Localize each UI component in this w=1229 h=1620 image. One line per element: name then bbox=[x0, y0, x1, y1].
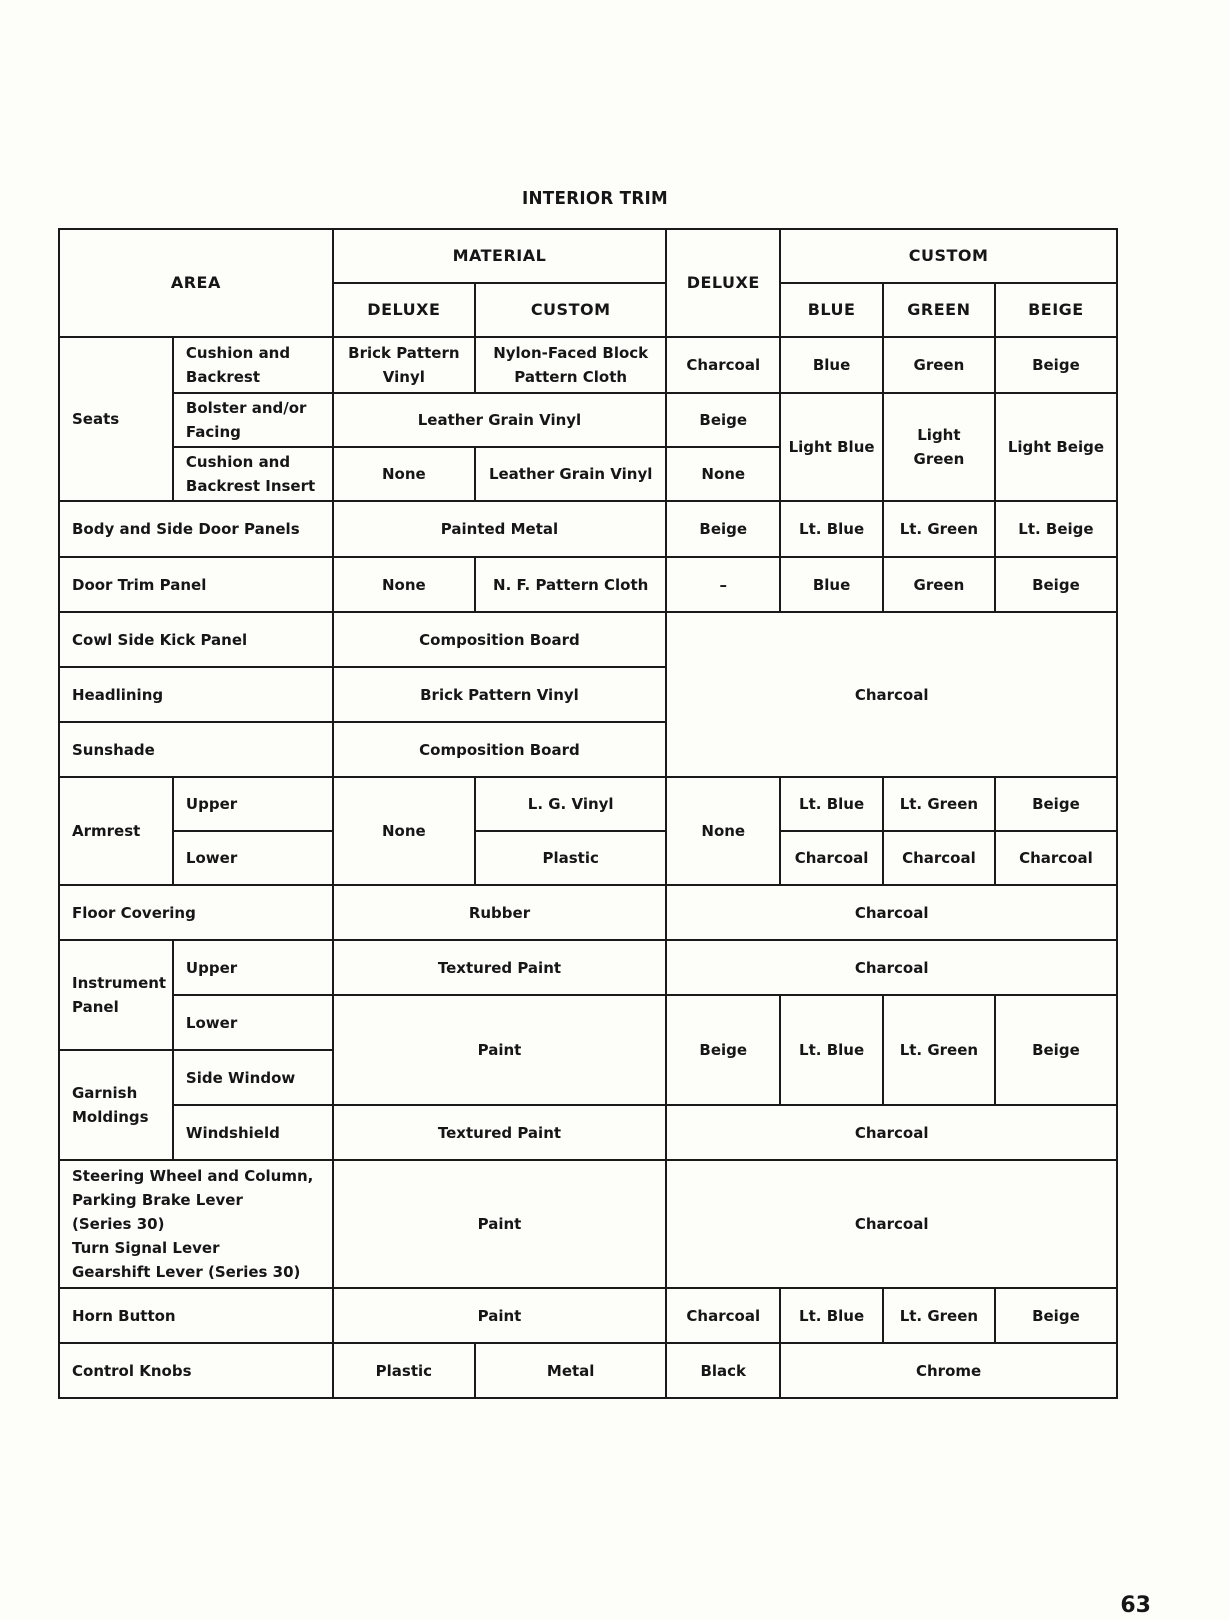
area-control-knobs: Control Knobs bbox=[59, 1343, 333, 1398]
sub-area-cushion-backrest: Cushion and Backrest bbox=[173, 337, 333, 393]
custom-beige-cell: Beige bbox=[995, 777, 1117, 831]
deluxe-color-cell: – bbox=[666, 557, 780, 612]
material-cell: Composition Board bbox=[333, 722, 667, 777]
custom-green-cell: Lt. Green bbox=[883, 777, 995, 831]
custom-green-cell: Light Green bbox=[883, 393, 995, 501]
custom-green-cell: Lt. Green bbox=[883, 501, 995, 557]
custom-blue-cell: Blue bbox=[780, 557, 883, 612]
header-material-custom: CUSTOM bbox=[475, 283, 666, 337]
table-row bbox=[59, 831, 1117, 885]
area-floor-covering: Floor Covering bbox=[59, 885, 333, 940]
material-cell: Paint bbox=[333, 1288, 667, 1343]
sub-area-bolster-facing: Bolster and/or Facing bbox=[173, 393, 333, 447]
area-armrest: Armrest bbox=[59, 777, 173, 885]
material-custom-cell: N. F. Pattern Cloth bbox=[475, 557, 666, 612]
table-row bbox=[59, 1160, 1117, 1288]
material-cell: Composition Board bbox=[333, 612, 667, 667]
table-row bbox=[59, 940, 1117, 995]
color-cell: Charcoal bbox=[666, 1105, 1117, 1160]
custom-green-cell: Lt. Green bbox=[883, 995, 995, 1105]
material-deluxe-cell: Plastic bbox=[333, 1343, 475, 1398]
area-steering-group bbox=[59, 1160, 333, 1288]
area-cowl-kick-panel: Cowl Side Kick Panel bbox=[59, 612, 333, 667]
custom-blue-cell: Light Blue bbox=[780, 393, 883, 501]
header-area: AREA bbox=[59, 229, 333, 337]
custom-green-cell: Green bbox=[883, 557, 995, 612]
area-headlining: Headlining bbox=[59, 667, 333, 722]
header-material: MATERIAL bbox=[333, 229, 667, 283]
sub-area-side-window: Side Window bbox=[173, 1050, 333, 1105]
table-row bbox=[59, 995, 1117, 1050]
page-number: 63 bbox=[1120, 1593, 1151, 1618]
deluxe-color-cell: Beige bbox=[666, 501, 780, 557]
header-blue: BLUE bbox=[780, 283, 883, 337]
area-line: Parking Brake Lever bbox=[72, 1191, 243, 1209]
material-cell: Textured Paint bbox=[333, 1105, 667, 1160]
area-garnish-moldings: Garnish Moldings bbox=[59, 1050, 173, 1160]
sub-area-windshield: Windshield bbox=[173, 1105, 333, 1160]
area-seats: Seats bbox=[59, 337, 173, 501]
area-horn-button: Horn Button bbox=[59, 1288, 333, 1343]
custom-blue-cell: Lt. Blue bbox=[780, 1288, 883, 1343]
custom-beige-cell: Beige bbox=[995, 995, 1117, 1105]
custom-beige-cell: Light Beige bbox=[995, 393, 1117, 501]
custom-beige-cell: Lt. Beige bbox=[995, 501, 1117, 557]
sub-area-lower: Lower bbox=[173, 995, 333, 1050]
material-cell: Paint bbox=[333, 1160, 667, 1288]
custom-blue-cell: Lt. Blue bbox=[780, 995, 883, 1105]
custom-color-cell: Chrome bbox=[780, 1343, 1117, 1398]
material-custom-cell: Leather Grain Vinyl bbox=[475, 447, 666, 501]
deluxe-color-cell: Beige bbox=[666, 995, 780, 1105]
area-line: (Series 30) bbox=[72, 1215, 165, 1233]
deluxe-color-cell: None bbox=[666, 447, 780, 501]
header-material-deluxe: DELUXE bbox=[333, 283, 475, 337]
color-cell: Charcoal bbox=[666, 1160, 1117, 1288]
deluxe-color-cell: Black bbox=[666, 1343, 780, 1398]
area-line: Steering Wheel and Column, bbox=[72, 1167, 314, 1185]
table-row bbox=[59, 885, 1117, 940]
material-cell: Rubber bbox=[333, 885, 667, 940]
material-cell: Brick Pattern Vinyl bbox=[333, 667, 667, 722]
sub-area-upper: Upper bbox=[173, 777, 333, 831]
sub-area-lower: Lower bbox=[173, 831, 333, 885]
custom-blue-cell: Blue bbox=[780, 337, 883, 393]
custom-beige-cell: Beige bbox=[995, 337, 1117, 393]
table-row bbox=[59, 1288, 1117, 1343]
table-row bbox=[59, 337, 1117, 393]
material-custom-cell: Metal bbox=[475, 1343, 666, 1398]
table-row bbox=[59, 557, 1117, 612]
sub-area-cushion-insert: Cushion and Backrest Insert bbox=[173, 447, 333, 501]
custom-beige-cell: Charcoal bbox=[995, 831, 1117, 885]
deluxe-color-cell: None bbox=[666, 777, 780, 885]
table-row bbox=[59, 777, 1117, 831]
custom-beige-cell: Beige bbox=[995, 557, 1117, 612]
custom-blue-cell: Lt. Blue bbox=[780, 501, 883, 557]
custom-green-cell: Lt. Green bbox=[883, 1288, 995, 1343]
table-row bbox=[59, 393, 1117, 447]
material-cell: Paint bbox=[333, 995, 667, 1105]
table-row bbox=[59, 501, 1117, 557]
deluxe-color-cell: Beige bbox=[666, 393, 780, 447]
deluxe-color-cell: Charcoal bbox=[666, 1288, 780, 1343]
custom-green-cell: Charcoal bbox=[883, 831, 995, 885]
material-deluxe-cell: Brick Pattern Vinyl bbox=[333, 337, 475, 393]
area-line: Gearshift Lever (Series 30) bbox=[72, 1263, 301, 1281]
material-custom-cell: Plastic bbox=[475, 831, 666, 885]
header-custom: CUSTOM bbox=[780, 229, 1117, 283]
area-body-panels: Body and Side Door Panels bbox=[59, 501, 333, 557]
page-title: INTERIOR TRIM bbox=[521, 188, 668, 209]
material-custom-cell: L. G. Vinyl bbox=[475, 777, 666, 831]
color-cell: Charcoal bbox=[666, 940, 1117, 995]
custom-blue-cell: Lt. Blue bbox=[780, 777, 883, 831]
material-cell: Leather Grain Vinyl bbox=[333, 393, 667, 447]
area-door-trim: Door Trim Panel bbox=[59, 557, 333, 612]
material-deluxe-cell: None bbox=[333, 447, 475, 501]
custom-green-cell: Green bbox=[883, 337, 995, 393]
table-row bbox=[59, 1105, 1117, 1160]
material-cell: Painted Metal bbox=[333, 501, 667, 557]
material-deluxe-cell: None bbox=[333, 557, 475, 612]
interior-trim-table bbox=[58, 228, 1118, 1399]
custom-beige-cell: Beige bbox=[995, 1288, 1117, 1343]
area-instrument-panel: Instrument Panel bbox=[59, 940, 173, 1050]
table-row bbox=[59, 1343, 1117, 1398]
material-custom-cell: Nylon-Faced Block Pattern Cloth bbox=[475, 337, 666, 393]
header-green: GREEN bbox=[883, 283, 995, 337]
custom-blue-cell: Charcoal bbox=[780, 831, 883, 885]
deluxe-color-cell: Charcoal bbox=[666, 337, 780, 393]
material-cell: Textured Paint bbox=[333, 940, 667, 995]
area-sunshade: Sunshade bbox=[59, 722, 333, 777]
table-row bbox=[59, 612, 1117, 667]
material-deluxe-cell: None bbox=[333, 777, 475, 885]
header-deluxe: DELUXE bbox=[666, 229, 780, 337]
sub-area-upper: Upper bbox=[173, 940, 333, 995]
color-cell: Charcoal bbox=[666, 612, 1117, 777]
area-line: Turn Signal Lever bbox=[72, 1239, 220, 1257]
header-beige: BEIGE bbox=[995, 283, 1117, 337]
color-cell: Charcoal bbox=[666, 885, 1117, 940]
